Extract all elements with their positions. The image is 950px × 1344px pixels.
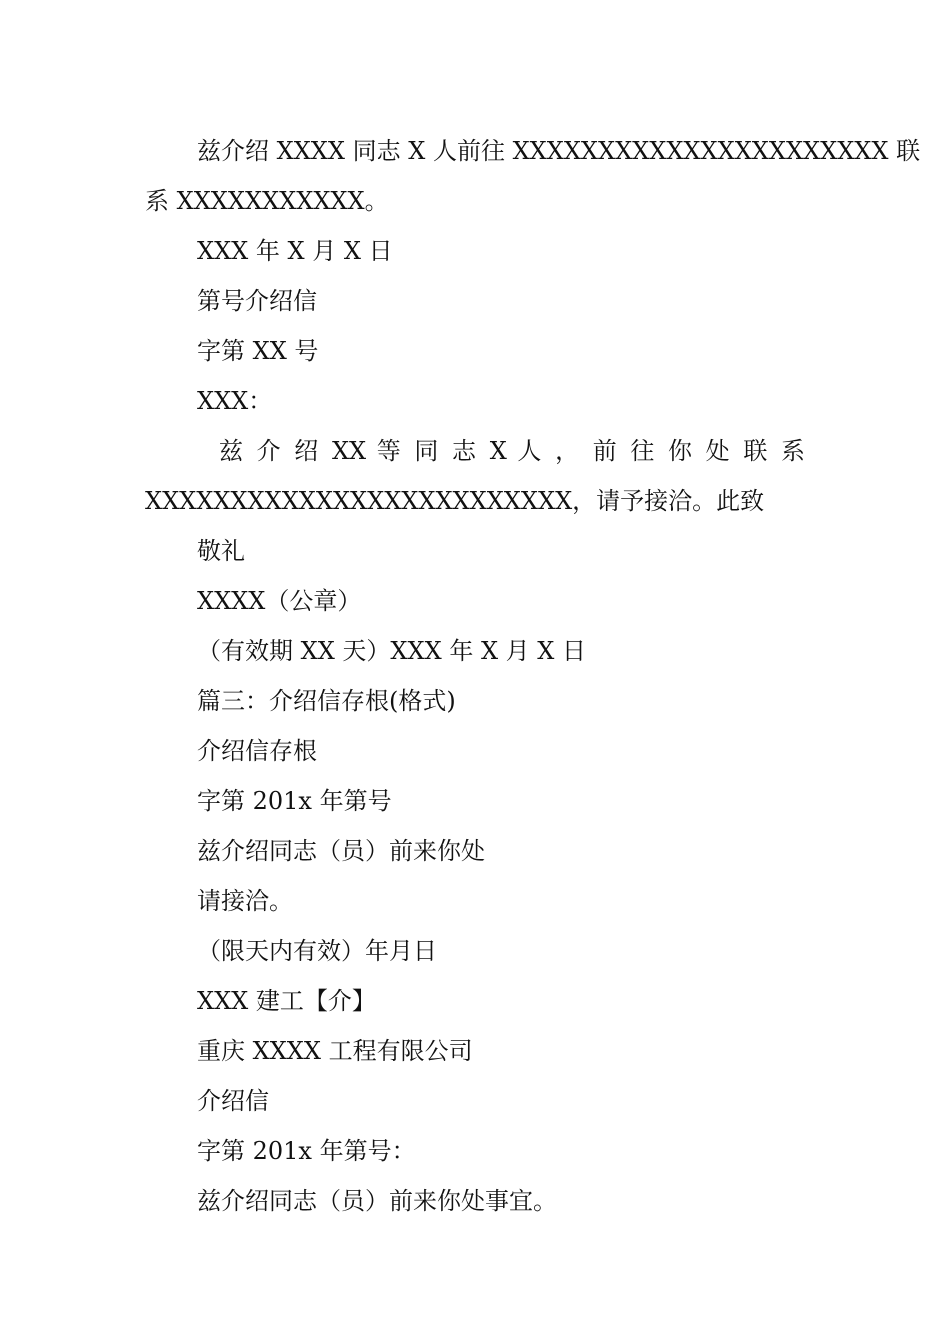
letter-code: XXX 建工【介】: [197, 987, 376, 1015]
paragraph-body-line-1: 兹 介 绍 XX 等 同 志 X 人 ， 前 往 你 处 联 系: [219, 437, 805, 465]
stub-intro: 兹介绍同志（员）前来你处: [197, 837, 485, 865]
letter-title: 介绍信: [197, 1087, 269, 1115]
letter-intro: 兹介绍同志（员）前来你处事宜。: [197, 1187, 557, 1215]
letter-number-colon: 字第 201x 年第号：: [197, 1137, 416, 1165]
salutation: 敬礼: [197, 537, 245, 565]
date-line: XXX 年 X 月 X 日: [197, 237, 393, 265]
paragraph-intro-line-1: 兹介绍 XXXX 同志 X 人前往 XXXXXXXXXXXXXXXXXXXXXX 联: [197, 137, 921, 165]
paragraph-body-line-2: XXXXXXXXXXXXXXXXXXXXXXXXX，请予接洽。此致: [145, 487, 765, 515]
paragraph-intro-line-2: 系 XXXXXXXXXXX。: [145, 187, 389, 215]
stub-number: 字第 201x 年第号: [197, 787, 392, 815]
section-heading: 篇三：介绍信存根(格式): [197, 687, 456, 715]
stub-contact: 请接洽。: [197, 887, 293, 915]
stub-title: 介绍信存根: [197, 737, 317, 765]
official-seal: XXXX（公章）: [197, 587, 362, 615]
letter-title-numbered: 第号介绍信: [197, 287, 317, 315]
company-name: 重庆 XXXX 工程有限公司: [197, 1037, 473, 1065]
letter-number: 字第 XX 号: [197, 337, 319, 365]
stub-validity: （限天内有效）年月日: [197, 937, 437, 965]
addressee: XXX：: [197, 387, 273, 415]
document-body: [145, 126, 921, 1226]
validity-date: （有效期 XX 天）XXX 年 X 月 X 日: [197, 637, 587, 665]
